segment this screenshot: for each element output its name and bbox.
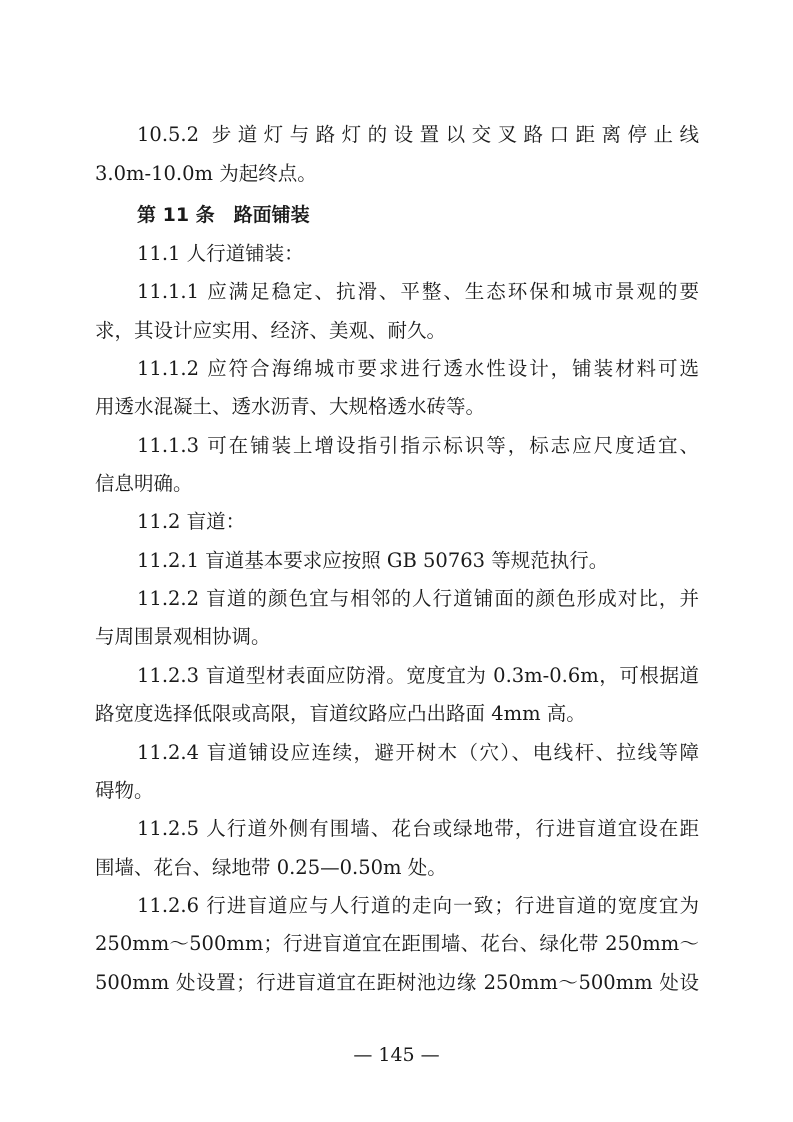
subsection-11-2-title: 11.2 盲道：: [137, 510, 246, 533]
paragraph-11-2-6-line-1: 11.2.6 行进盲道应与人行道的走向一致；行进盲道的宽度宜为: [137, 894, 699, 917]
paragraph-11-2-5-line-2: 围墙、花台、绿地带 0.25—0.50m 处。: [95, 856, 447, 879]
paragraph-11-2-6-line-3: 500mm 处设置；行进盲道宜在距树池边缘 250mm～500mm 处设: [95, 971, 699, 994]
paragraph-11-2-6-line-2: 250mm～500mm；行进盲道宜在距围墙、花台、绿化带 250mm～: [95, 932, 699, 955]
paragraph-11-1-1-line-1: 11.1.1 应满足稳定、抗滑、平整、生态环保和城市景观的要: [137, 280, 699, 303]
paragraph-11-2-4-line-2: 碍物。: [95, 779, 154, 802]
paragraph-11-1-3-line-1: 11.1.3 可在铺装上增设指引指示标识等，标志应尺度适宜、: [137, 434, 699, 457]
paragraph-11-2-3-line-2: 路宽度选择低限或高限，盲道纹路应凸出路面 4mm 高。: [95, 702, 586, 725]
paragraph-11-1-1-line-2: 求，其设计应实用、经济、美观、耐久。: [95, 319, 447, 342]
paragraph-11-1-2-line-1: 11.1.2 应符合海绵城市要求进行透水性设计，铺装材料可选: [137, 357, 699, 380]
paragraph-11-1-3-line-2: 信息明确。: [95, 472, 193, 495]
paragraph-11-2-4-line-1: 11.2.4 盲道铺设应连续，避开树木（穴）、电线杆、拉线等障: [137, 741, 699, 764]
paragraph-11-2-5-line-1: 11.2.5 人行道外侧有围墙、花台或绿地带，行进盲道宜设在距: [137, 817, 699, 840]
page-number: — 145 —: [353, 1044, 440, 1066]
paragraph-10-5-2-line-2: 3.0m-10.0m 为起终点。: [95, 162, 317, 185]
subsection-11-1-title: 11.1 人行道铺装：: [137, 242, 304, 265]
section-heading-article-11: 第 11 条 路面铺装: [137, 204, 310, 226]
paragraph-11-2-3-line-1: 11.2.3 盲道型材表面应防滑。宽度宜为 0.3m-0.6m，可根据道: [137, 664, 699, 687]
paragraph-11-2-2-line-2: 与周围景观相协调。: [95, 625, 271, 648]
paragraph-10-5-2-line-1: 10.5.2 步道灯与路灯的设置以交叉路口距离停止线: [137, 123, 699, 146]
paragraph-11-2-2-line-1: 11.2.2 盲道的颜色宜与相邻的人行道铺面的颜色形成对比，并: [137, 587, 699, 610]
paragraph-11-1-2-line-2: 用透水混凝土、透水沥青、大规格透水砖等。: [95, 395, 486, 418]
paragraph-11-2-1: 11.2.1 盲道基本要求应按照 GB 50763 等规范执行。: [137, 549, 609, 572]
